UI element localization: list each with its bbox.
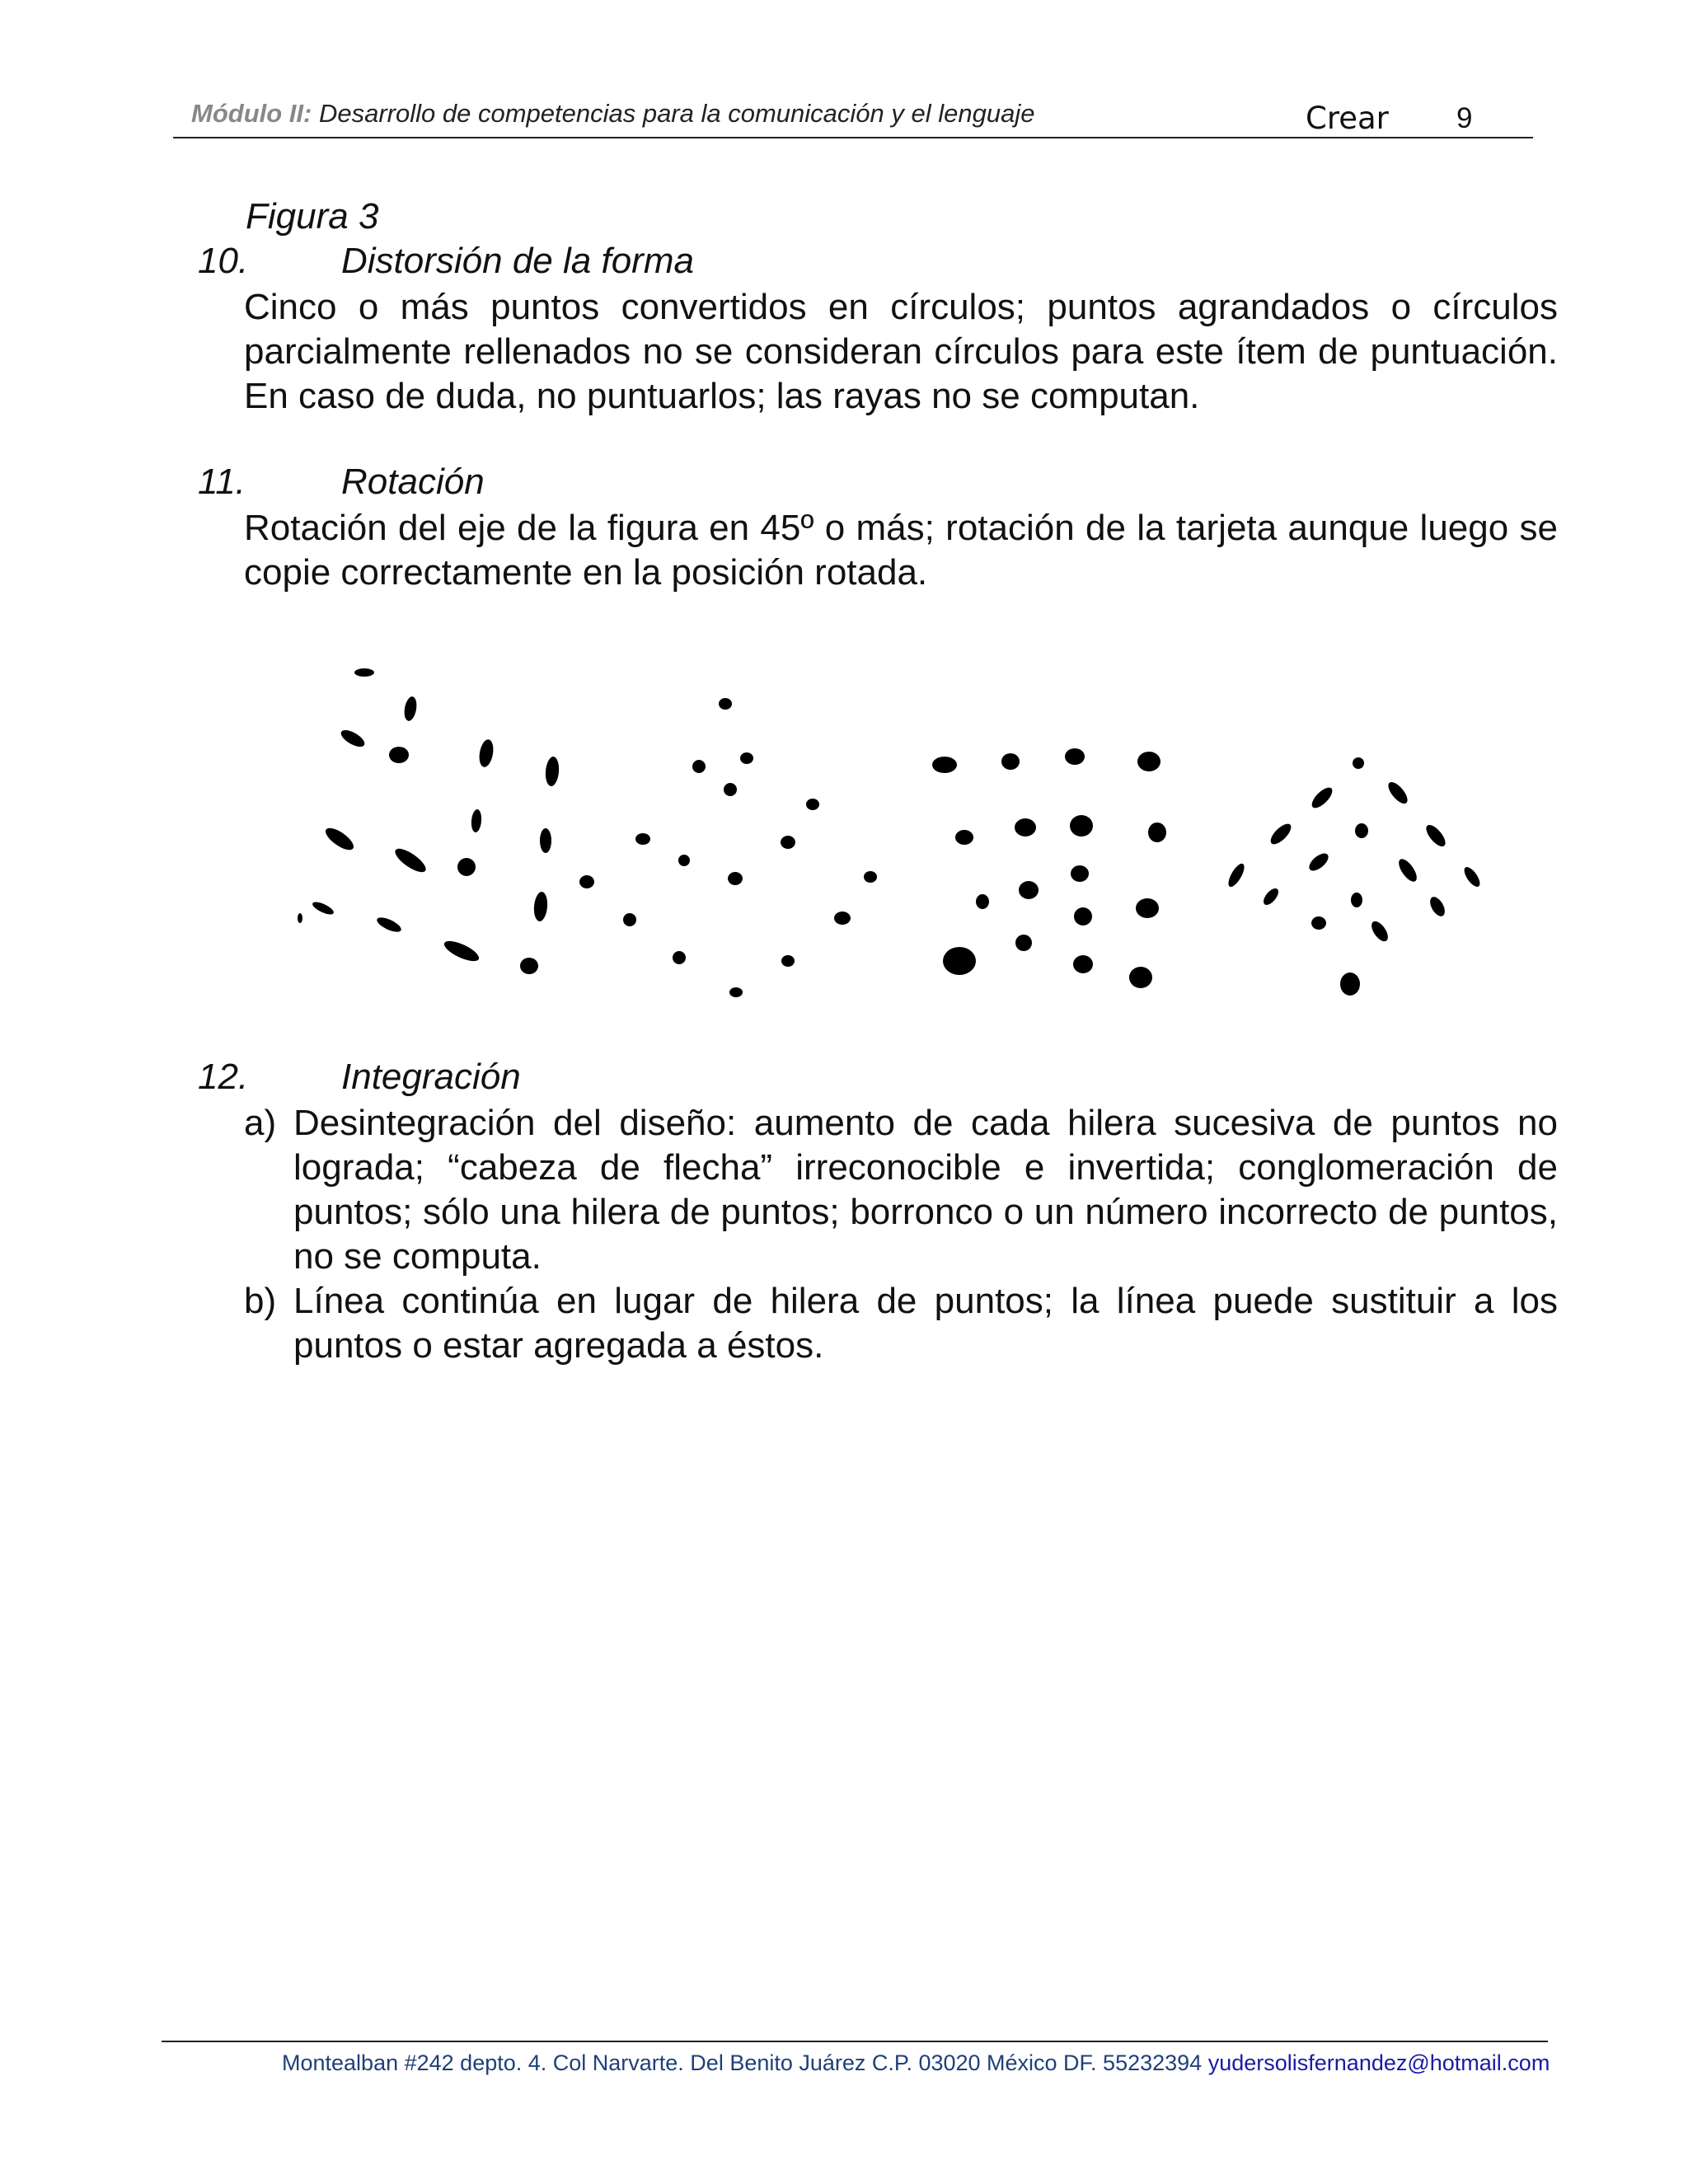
dot-pattern-group-2 [623,698,877,997]
dot [1355,823,1368,838]
dot [1226,861,1247,889]
dot [806,799,819,810]
dot [471,809,482,833]
dot [322,824,357,854]
subitem [244,1279,1558,1368]
dot [1065,748,1085,765]
item-description: Cinco o más puntos convertidos en círculos; puntos agrandados o círculos parcialmente rellenados no se consideran círculos para este ítem de puntuación. En caso de duda, no puntuarlos; las rayas no se computan. [244,287,1558,416]
item-description: Rotación del eje de la figura en 45º o más; rotación de la tarjeta aunque luego se copie correctamente en la posición rotada. [244,508,1558,593]
dot [724,783,737,796]
dot [728,872,743,885]
dot [544,756,560,786]
dot [932,757,957,773]
dot [635,833,650,845]
dot [1071,865,1089,882]
dot [392,845,429,876]
dot [781,836,795,849]
dot [1340,972,1360,996]
dot [692,760,706,773]
footer-divider [162,2041,1548,2042]
dot [1268,821,1295,848]
footer-address: Montealban #242 depto. 4. Col Narvarte. Del Benito Juárez C.P. 03020 México DF. 55232394 [282,2050,1203,2075]
dot [354,668,374,677]
dot-pattern-group-1 [298,668,594,974]
dot [1351,893,1362,907]
subitem-letter: a) [244,1103,277,1143]
dot [1015,935,1032,951]
dot [1001,753,1020,770]
header-section: Crear [1306,101,1389,136]
dot [1261,886,1282,907]
dot [540,828,551,853]
dot [532,891,548,921]
dot [781,955,795,967]
item-number: 12. [198,1057,249,1097]
dot [740,752,753,764]
header-module-label: Módulo II: [191,99,312,128]
dot [1385,779,1410,807]
dot [1074,907,1092,926]
header-title [191,99,1034,129]
dot [375,915,403,935]
dot [1148,823,1166,842]
dot-pattern-figure [288,651,1492,1055]
dot [298,913,302,923]
dot [1309,785,1336,812]
dot [579,875,594,888]
dot [1129,967,1152,988]
item-heading [198,241,694,282]
dot [457,858,476,876]
page-header [191,92,1543,142]
item-title: Rotación [341,462,485,502]
dot [719,698,732,710]
item-number: 11. [198,462,246,502]
dot [864,871,877,883]
item-title: Distorsión de la forma [341,241,694,281]
dot-pattern-group-3 [932,748,1166,988]
dot [1461,865,1483,889]
dot [1073,955,1093,973]
footer-email[interactable]: yudersolisfernandez@hotmail.com [1207,2050,1550,2075]
dot [1353,757,1364,769]
dot [943,947,976,975]
dot [520,958,538,974]
dot [976,894,989,909]
dot [834,912,851,925]
dot [442,937,481,965]
figure-label: Figura 3 [246,196,379,237]
dot [1306,851,1331,874]
header-module-title: Desarrollo de competencias para la comunicación y el lenguaje [318,99,1035,128]
header-divider [173,137,1533,138]
item-title: Integración [341,1057,521,1097]
dot [729,987,743,997]
dot [955,830,973,845]
dot [1136,898,1159,918]
page-number: 9 [1456,102,1473,134]
dot [1427,894,1447,919]
dot [339,727,368,750]
dot [1137,752,1160,771]
subitem-text: Línea continúa en lugar de hilera de puntos; la línea puede sustituir a los puntos o estar agregada a éstos. [293,1281,1558,1366]
subitem [244,1101,1558,1279]
dot [673,951,686,964]
dot [678,855,690,866]
dot [1070,815,1093,837]
dot [1015,818,1036,837]
dot [311,900,335,917]
dot [1311,916,1326,930]
dot [403,696,419,722]
dot [477,738,495,768]
subitem-letter: b) [244,1281,277,1321]
item-heading [198,462,485,503]
dot [623,913,636,926]
subitem-text: Desintegración del diseño: aumento de cada hilera sucesiva de puntos no lograda; “cabeza de flecha” irreconocible e invertida; conglomeración de puntos; sólo una hilera de puntos; borronco o un número incorrecto de puntos, no se computa. [293,1103,1558,1277]
dot [1395,856,1420,884]
item-number: 10. [198,241,249,281]
dot [1423,822,1448,850]
dot [389,747,409,763]
dot [1019,881,1039,899]
page-footer [282,2050,1550,2076]
dot [1368,919,1391,944]
dot-pattern-group-4 [1226,757,1483,996]
item-heading [198,1057,521,1098]
